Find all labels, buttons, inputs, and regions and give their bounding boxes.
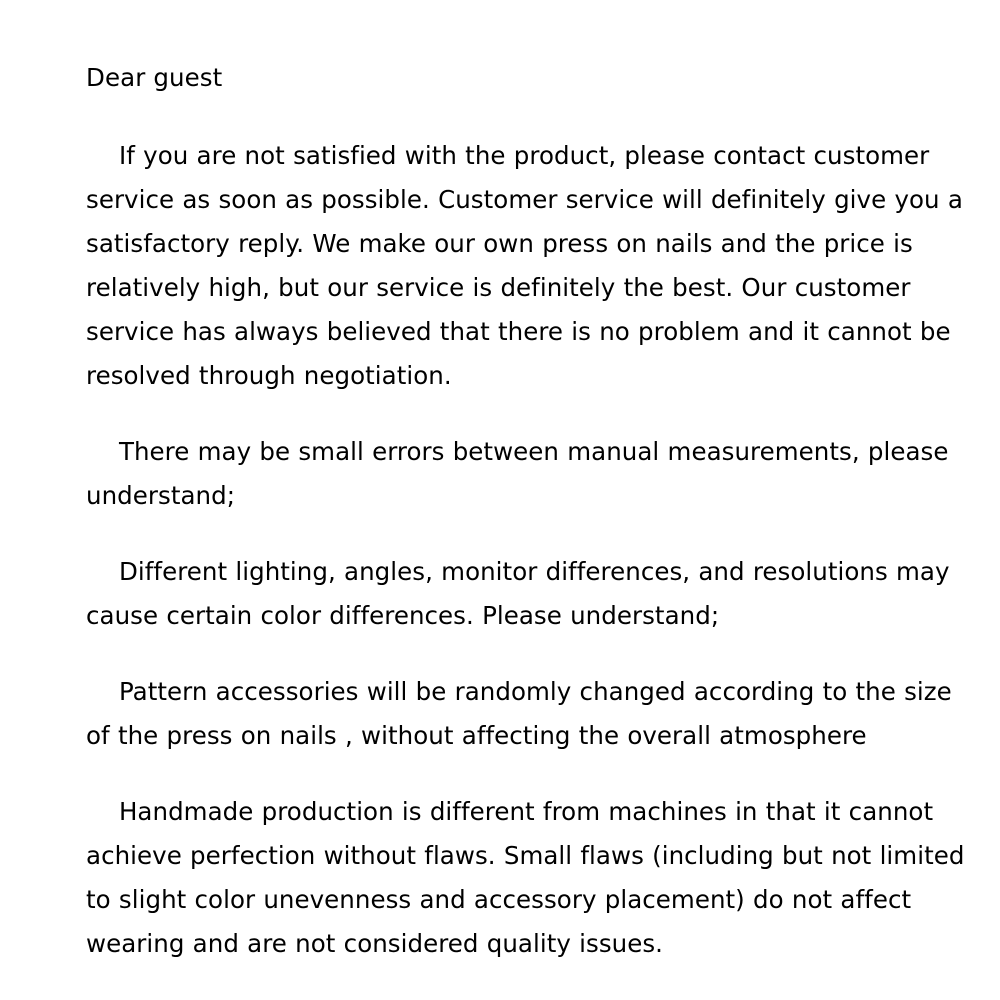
paragraph-customer-service: If you are not satisfied with the product, please contact customer service as soon as possible. Customer service will definitely give you a satisfactory reply. We make our own press on nails and the price is relatively high, but our service is definitely the best. Our customer service has always believed that there is no problem and it cannot be resolved through negotiation. [86, 141, 972, 390]
salutation: Dear guest [86, 63, 223, 92]
paragraph-measurement-errors: There may be small errors between manual measurements, please understand; [86, 437, 957, 510]
paragraph-color-differences: Different lighting, angles, monitor differences, and resolutions may cause certain color differences. Please understand; [86, 557, 958, 630]
paragraph-handmade-production: Handmade production is different from machines in that it cannot achieve perfection without flaws. Small flaws (including but not limited to slight color unevenness and accessory placement) do not affect wearing and are not considered quality issues. [86, 797, 973, 958]
paragraph-pattern-accessories: Pattern accessories will be randomly changed according to the size of the press on nails , without affecting the overall atmosphere [86, 677, 961, 750]
